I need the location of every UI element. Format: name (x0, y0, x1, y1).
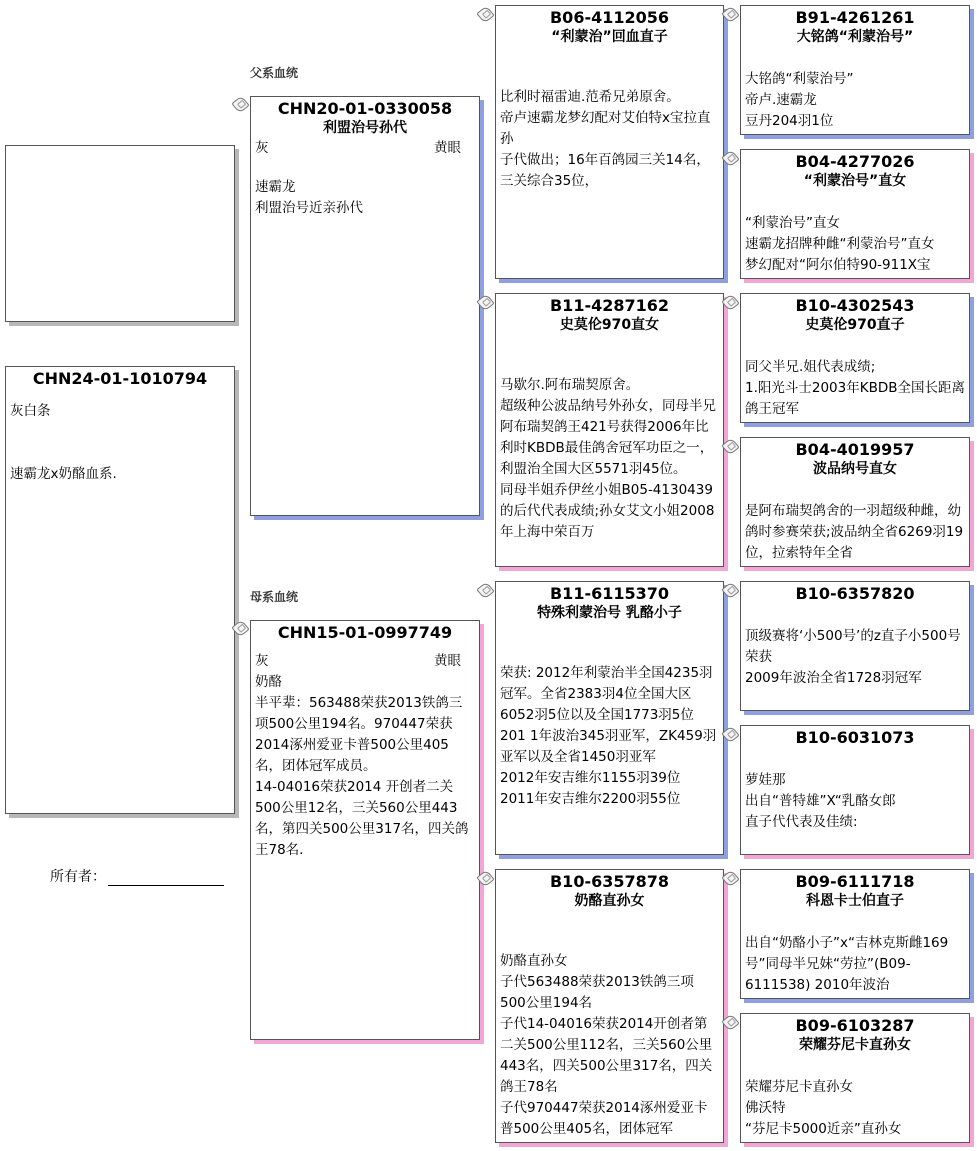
sss-card (740, 5, 970, 135)
ddd-note-1: 荣耀芬尼卡直孙女 (745, 1079, 853, 1095)
sss-note-3: 豆丹204羽1位 (745, 113, 834, 129)
sire-color: 灰 (255, 140, 269, 156)
pin-icon (721, 293, 739, 311)
sd-note-2: 超级种公波品纳号外孙女，同母半兄阿布瑞契鸽王421号获得2006年比利时KBDB最佳鸽舍冠军功臣之一，利盟治全国大区5571羽45位。 (500, 398, 716, 477)
ds-note-4: 2011年安吉维尔2200羽55位 (500, 791, 681, 807)
ssd-note-1: “利蒙治号”直女 (745, 215, 840, 231)
sd-ring: B11-4287162 (549, 296, 670, 315)
sire-eye: 黄眼 (434, 140, 461, 156)
dds-name: 科恩卡士伯直子 (806, 893, 904, 909)
sss-name: 大铭鸽“利蒙治号” (796, 29, 914, 45)
sire-name: 利盟治号孙代 (323, 120, 407, 136)
dsd-ring: B10-6031073 (795, 728, 915, 747)
owner-field (50, 866, 224, 886)
sd-note-1: 马歇尔.阿布瑞契原舍。 (500, 377, 640, 393)
sire-note-1: 速霸龙 (255, 179, 296, 195)
sds-card (740, 293, 970, 423)
maternal-label: 母系血统 (250, 590, 299, 604)
sd-card (495, 293, 724, 567)
ss-name: “利蒙治”回血直子 (551, 29, 668, 45)
ss-note-1: 比利时福雷迪.范希兄弟原舍。 (500, 89, 680, 105)
pin-icon (721, 149, 739, 167)
subject-card (5, 366, 235, 814)
dsd-note-2: 出自“普特雄”X“乳酪女郎 (745, 793, 896, 809)
sds-note-1: 同父半兄.姐代表成绩; (745, 359, 876, 375)
paternal-label: 父系血统 (250, 66, 299, 80)
ss-card (495, 5, 724, 279)
dd-note-2: 子代563488荣获2013铁鸽三项500公里194名 (500, 974, 694, 1011)
owner-label: 所有者： (50, 869, 106, 885)
dds-ring: B09-6111718 (795, 872, 915, 891)
subject-notes: 速霸龙x奶酪血系. (10, 466, 117, 482)
dam-note-1: 奶酪 (255, 674, 282, 690)
dd-note-3: 子代14-04016荣获2014开创者第二关500公里112名，三关560公里443名，四关500公里317名，四关鸽王78名 (500, 1016, 713, 1095)
dam-color: 灰 (255, 653, 269, 669)
ddd-name: 荣耀芬尼卡直孙女 (799, 1037, 911, 1053)
sire-ring: CHN20-01-0330058 (277, 99, 453, 118)
dds-card (740, 869, 970, 999)
ssd-card (740, 149, 970, 279)
pin-icon (231, 95, 249, 113)
pin-icon (721, 5, 739, 23)
ds-name: 特殊利蒙治号 乳酪小子 (537, 605, 682, 621)
sds-name: 史莫伦970直子 (805, 317, 905, 333)
dss-ring: B10-6357820 (795, 584, 915, 603)
dd-card (495, 869, 724, 1143)
sd-name: 史莫伦970直女 (559, 317, 660, 333)
ssd-note-2: 速霸龙招牌种雌“利蒙治号”直女 (745, 236, 935, 252)
dds-note-1: 出自“奶酪小子”x“吉林克斯雌169号”同母半兄妹“劳拉”(B09-6111538) 2010年波治 (745, 935, 949, 993)
dam-card (250, 620, 480, 1040)
sdd-card (740, 437, 970, 567)
dam-note-3: 14-04016荣获2014 开创者二关500公里12名，三关560公里443名，第四关500公里317名，四关鸽王78名. (255, 779, 469, 858)
pin-icon (476, 5, 494, 23)
sdd-ring: B04-4019957 (795, 440, 915, 459)
dam-ring: CHN15-01-0997749 (277, 623, 453, 642)
dsd-card (740, 725, 970, 855)
ds-ring: B11-6115370 (549, 584, 670, 603)
ss-note-3: 子代做出；16年百鸽园三关14名，三关综合35位， (500, 152, 710, 189)
ddd-note-3: “芬尼卡5000近亲”直孙女 (745, 1121, 902, 1137)
dd-note-1: 奶酪直孙女 (500, 953, 568, 969)
ddd-ring: B09-6103287 (795, 1016, 915, 1035)
subject-ring: CHN24-01-1010794 (32, 369, 208, 388)
dd-note-4: 子代970447荣获2014涿州爱亚卡普500公里405名，团体冠军 (500, 1100, 708, 1137)
pin-icon (721, 1013, 739, 1031)
dsd-note-3: 直子代代表及佳绩: (745, 814, 858, 830)
photo-box (5, 145, 235, 322)
dam-note-2: 半平辈：563488荣获2013铁鸽三项500公里194名。970447荣获2014涿州爱亚卡普500公里405名，团体冠军成员。 (255, 695, 463, 774)
pin-icon (721, 725, 739, 743)
ds-note-1: 荣获: 2012年利蒙治半全国4235羽冠军。全省2383羽4位全国大区6052羽5位以及全国1773羽5位 (500, 665, 713, 723)
ddd-note-2: 佛沃特 (745, 1100, 786, 1116)
sds-note-2: 1.阳光斗士2003年KBDB全国长距离鸽王冠军 (745, 380, 966, 417)
sss-note-2: 帝卢.速霸龙 (745, 92, 817, 108)
ds-note-3: 2012年安吉维尔1155羽39位 (500, 770, 681, 786)
dam-eye: 黄眼 (434, 653, 461, 669)
subject-color: 灰白条 (10, 403, 51, 419)
pin-icon (721, 869, 739, 887)
pin-icon (476, 581, 494, 599)
sss-note-1: 大铭鸽“利蒙治号” (745, 71, 854, 87)
dd-ring: B10-6357878 (549, 872, 670, 891)
ds-card (495, 581, 724, 855)
sd-note-3: 同母半姐乔伊丝小姐B05-4130439的后代代表成绩;孙女艾文小姐2008年上海中荣百万 (500, 482, 715, 540)
ssd-ring: B04-4277026 (795, 152, 915, 171)
ds-note-2: 201 1年波治345羽亚军，ZK459羽亚军以及全省1450羽亚军 (500, 728, 717, 765)
ddd-card (740, 1013, 970, 1143)
ss-note-2: 帝卢速霸龙梦幻配对艾伯特x宝拉直孙 (500, 110, 711, 147)
dss-note-1: 顶级赛将‘小500号’的z直子小500号荣获 (745, 628, 961, 665)
dss-note-2: 2009年波治全省1728羽冠军 (745, 670, 922, 686)
sdd-name: 波品纳号直女 (813, 461, 897, 477)
sss-ring: B91-4261261 (795, 8, 915, 27)
ssd-note-3: 梦幻配对“阿尔伯特90-911X宝 (745, 257, 931, 273)
pin-icon (721, 437, 739, 455)
owner-line[interactable] (108, 869, 224, 886)
sdd-note-1: 是阿布瑞契鸽舍的一羽超级种雌，幼鸽时参赛荣获;波品纳全省6269羽19位，拉索特年全省 (745, 503, 964, 561)
sire-card (250, 96, 480, 516)
dsd-note-1: 萝娃那 (745, 772, 786, 788)
sire-note-2: 利盟治号近亲孙代 (255, 200, 363, 216)
ss-ring: B06-4112056 (549, 8, 670, 27)
dd-name: 奶酪直孙女 (574, 893, 645, 909)
sds-ring: B10-4302543 (795, 296, 915, 315)
pin-icon (721, 581, 739, 599)
ssd-name: “利蒙治号”直女 (803, 173, 907, 189)
dss-card (740, 581, 970, 711)
